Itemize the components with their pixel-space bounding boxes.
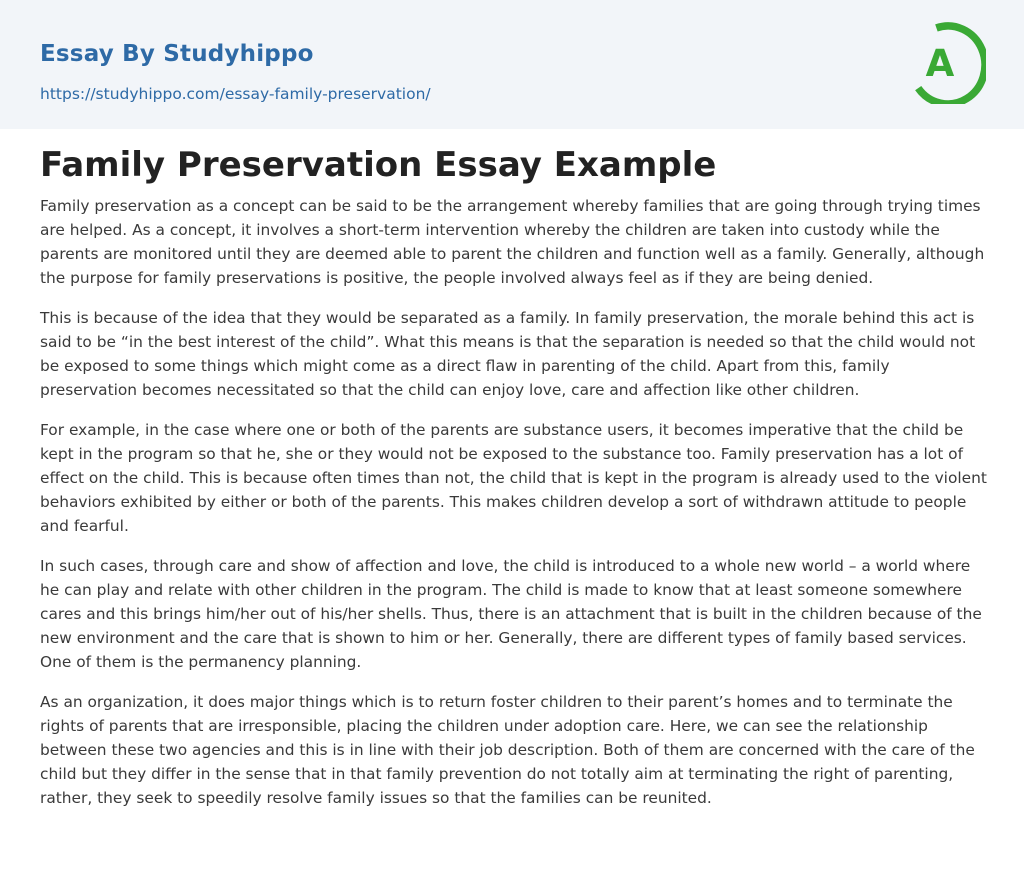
- site-brand[interactable]: Essay By Studyhippo: [40, 41, 314, 67]
- logo-letter: A: [925, 42, 955, 85]
- studyhippo-logo-icon[interactable]: [912, 20, 986, 104]
- page-title: Family Preservation Essay Example: [40, 145, 717, 185]
- essay-paragraph: For example, in the case where one or both of the parents are substance users, it becomes imperative that the child be kept in the program so that he, she or they would not be exposed to the substance too. Family preservation has a lot of effect on the child. This is because often times than not, the child that is kept in the program is already used to the violent behaviors exhibited by either or both of the parents. This makes children develop a sort of withdrawn attitude to people and fearful.: [40, 421, 987, 535]
- essay-url-link[interactable]: https://studyhippo.com/essay-family-preservation/: [40, 85, 431, 103]
- essay-body: [40, 194, 987, 826]
- essay-paragraph: In such cases, through care and show of affection and love, the child is introduced to a whole new world – a world where he can play and relate with other children in the program. The child is made to know that at least someone somewhere cares and this brings him/her out of his/her shells. Thus, there is an attachment that is built in the children because of the new environment and the care that is shown to him or her. Generally, there are different types of family based services. One of them is the permanency planning.: [40, 557, 982, 671]
- essay-paragraph: As an organization, it does major things which is to return foster children to their parent’s homes and to terminate the rights of parents that are irresponsible, placing the children under adoption care. Here, we can see the relationship between these two agencies and this is in line with their job description. Both of them are concerned with the care of the child but they differ in the sense that in that family prevention do not totally aim at terminating the right of parenting, rather, they seek to speedily resolve family issues so that the families can be reunited.: [40, 693, 975, 807]
- essay-paragraph: This is because of the idea that they would be separated as a family. In family preservation, the morale behind this act is said to be “in the best interest of the child”. What this means is that the separation is needed so that the child would not be exposed to some things which might come as a direct flaw in parenting of the child. Apart from this, family preservation becomes necessitated so that the child can enjoy love, care and affection like other children.: [40, 309, 976, 399]
- essay-paragraph: Family preservation as a concept can be said to be the arrangement whereby families that are going through trying times are helped. As a concept, it involves a short-term intervention whereby the children are taken into custody while the parents are monitored until they are deemed able to parent the children and function well as a family. Generally, although the purpose for family preservations is positive, the people involved always feel as if they are being denied.: [40, 197, 985, 287]
- site-header: [0, 0, 1024, 129]
